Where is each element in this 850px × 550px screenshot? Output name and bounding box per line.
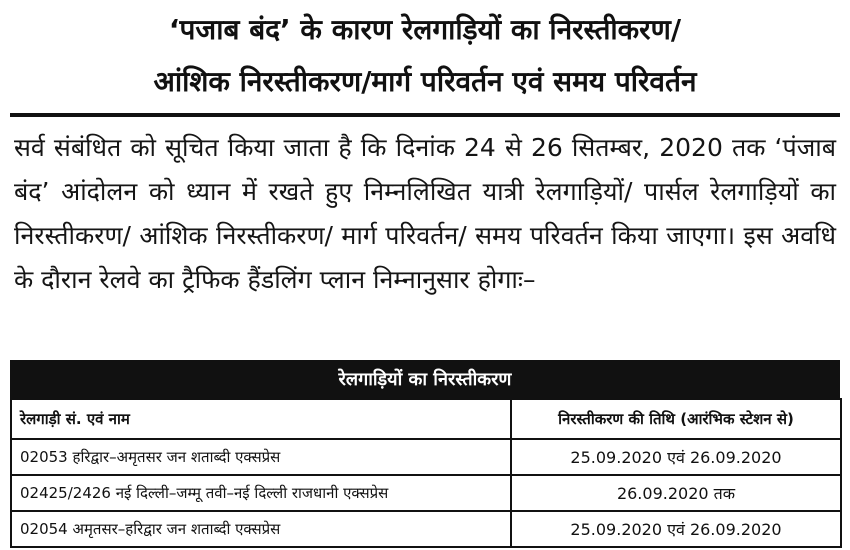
headline-line-1: ‘पजाब बंद’ के कारण रेलगाड़ियों का निरस्तीकरण/: [168, 13, 682, 46]
table-title: रेलगाड़ियों का निरस्तीकरण: [10, 360, 840, 398]
header-train-name: रेलगाड़ी सं. एवं नाम: [11, 399, 511, 439]
train-name-cell: 02425/2426 नई दिल्ली–जम्मू तवी–नई दिल्ली राजधानी एक्सप्रेस: [11, 475, 511, 511]
header-cancellation-date: निरस्तीकरण की तिथि (आरंभिक स्टेशन से): [511, 399, 841, 439]
train-name-cell: 02054 अमृतसर–हरिद्वार जन शताब्दी एक्सप्रेस: [11, 511, 511, 547]
cancellation-date-cell: 26.09.2020 तक: [511, 475, 841, 511]
table-row: [11, 439, 841, 475]
notice-headline: [0, 0, 850, 113]
cancellation-date-cell: 25.09.2020 एवं 26.09.2020: [511, 439, 841, 475]
cancellation-table: [10, 398, 842, 548]
notice-paragraph: सर्व संबंधित को सूचित किया जाता है कि दिनांक 24 से 26 सितम्बर, 2020 तक ‘पंजाब बंद’ आंदोलन को ध्यान में रखते हुए निम्नलिखित यात्री रेलगाड़ियों/ पार्सल रेलगाड़ियों का निरस्तीकरण/ आंशिक निरस्तीकरण/ मार्ग परिवर्तन/ समय परिवर्तन किया जाएगा। इस अवधि के दौरान रेलवे का ट्रैफिक हैंडलिंग प्लान निम्नानुसार होगाः–: [14, 133, 836, 294]
headline-line-2: आंशिक निरस्तीकरण/मार्ग परिवर्तन एवं समय परिवर्तन: [153, 65, 697, 98]
table-header-row: [11, 399, 841, 439]
cancellation-table-section: [10, 360, 840, 548]
table-row: [11, 511, 841, 547]
cancellation-date-cell: 25.09.2020 एवं 26.09.2020: [511, 511, 841, 547]
headline-divider: [10, 113, 840, 117]
table-row: [11, 475, 841, 511]
train-name-cell: 02053 हरिद्वार–अमृतसर जन शताब्दी एक्सप्रेस: [11, 439, 511, 475]
